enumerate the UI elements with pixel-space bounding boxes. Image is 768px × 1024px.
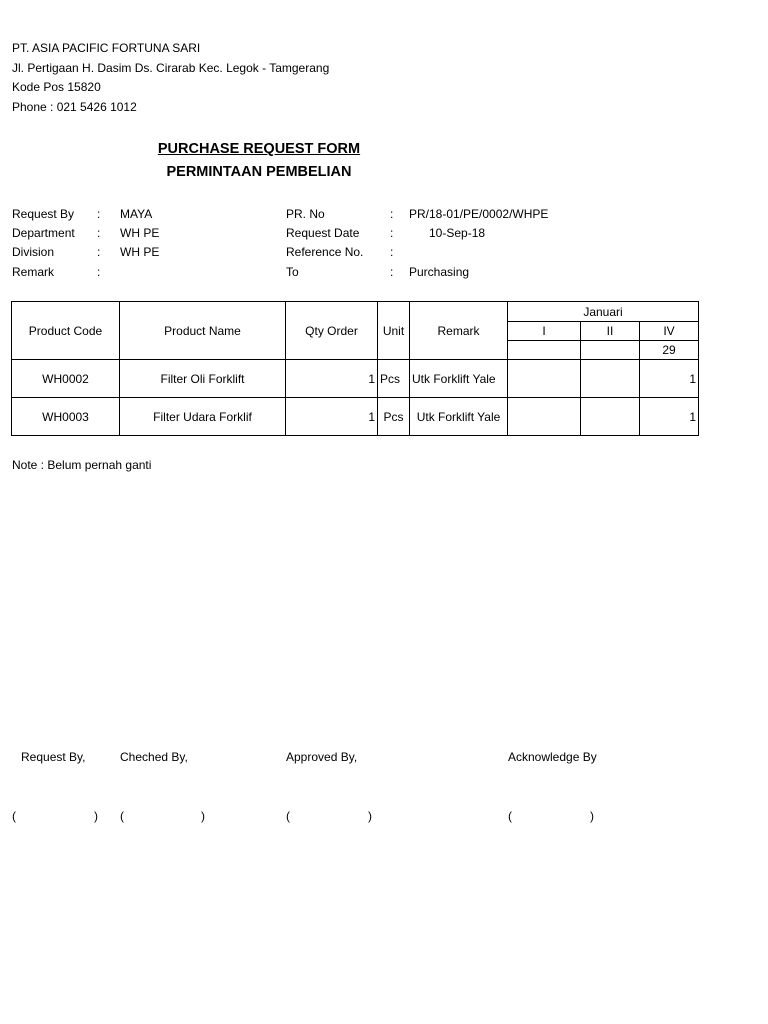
company-name: PT. ASIA PACIFIC FORTUNA SARI (12, 41, 201, 55)
table-row (12, 360, 699, 398)
signature-slot-close: ) (368, 809, 372, 823)
cell-qty-order: 1 (286, 360, 378, 398)
info-label: Request Date (286, 226, 360, 240)
cell-week-4: 1 (640, 360, 699, 398)
header-day-4: 29 (640, 341, 699, 360)
info-sep: : (97, 265, 101, 279)
header-unit: Unit (378, 302, 410, 360)
info-value: WH PE (120, 226, 160, 240)
company-phone: Phone : 021 5426 1012 (12, 99, 137, 114)
info-sep: : (97, 207, 101, 221)
info-label: Division (12, 245, 55, 259)
info-sep: : (390, 245, 394, 259)
cell-unit: Pcs (378, 398, 410, 436)
header-week-4: IV (640, 322, 699, 341)
cell-week-2 (581, 398, 640, 436)
cell-product-code: WH0003 (12, 398, 120, 436)
info-sep: : (390, 226, 394, 240)
cell-remark: Utk Forklift Yale (410, 360, 508, 398)
signature-slot-open: ( (286, 809, 290, 823)
signature-slot-open: ( (12, 809, 16, 823)
header-qty-order: Qty Order (286, 302, 378, 360)
form-title: PURCHASE REQUEST FORM (157, 141, 361, 157)
company-header (12, 39, 329, 117)
signature-slot-open: ( (508, 809, 512, 823)
table-header-row (12, 302, 699, 322)
form-subtitle: PERMINTAAN PEMBELIAN (166, 164, 352, 180)
cell-qty-order: 1 (286, 398, 378, 436)
cell-week-4: 1 (640, 398, 699, 436)
info-value: MAYA (120, 207, 153, 221)
items-table (11, 301, 699, 436)
signature-slot-close: ) (590, 809, 594, 823)
signature-slot-open: ( (120, 809, 124, 823)
header-remark: Remark (410, 302, 508, 360)
header-product-name: Product Name (120, 302, 286, 360)
info-value: Purchasing (409, 265, 470, 279)
signature-acknowledge-by: Acknowledge By (508, 750, 597, 764)
cell-week-1 (508, 398, 581, 436)
info-label: Department (12, 226, 75, 240)
header-month: Januari (508, 302, 699, 322)
cell-product-name: Filter Oli Forklift (120, 360, 286, 398)
signature-slot-close: ) (94, 809, 98, 823)
header-product-code: Product Code (12, 302, 120, 360)
info-label: To (286, 265, 299, 279)
info-sep: : (97, 226, 101, 240)
info-label: Request By (12, 207, 75, 221)
note-text: Note : Belum pernah ganti (12, 458, 152, 472)
cell-week-1 (508, 360, 581, 398)
cell-product-code: WH0002 (12, 360, 120, 398)
info-sep: : (97, 245, 101, 259)
cell-remark: Utk Forklift Yale (410, 398, 508, 436)
header-week-2: II (581, 322, 640, 341)
signature-checked-by: Cheched By, (120, 750, 188, 764)
signature-slot-close: ) (201, 809, 205, 823)
header-day-2 (581, 341, 640, 360)
info-value: PR/18-01/PE/0002/WHPE (409, 207, 549, 221)
info-label: Reference No. (286, 245, 364, 259)
company-postal-code: Kode Pos 15820 (12, 80, 101, 94)
info-sep: : (390, 265, 394, 279)
info-value: 10-Sep-18 (429, 226, 486, 240)
cell-product-name: Filter Udara Forklif (120, 398, 286, 436)
signature-request-by: Request By, (21, 750, 86, 764)
cell-week-2 (581, 360, 640, 398)
info-sep: : (390, 207, 394, 221)
table-row (12, 398, 699, 436)
signature-approved-by: Approved By, (286, 750, 358, 764)
info-label: PR. No (286, 207, 325, 221)
company-address: Jl. Pertigaan H. Dasim Ds. Cirarab Kec. Legok - Tamgerang (12, 60, 330, 75)
info-label: Remark (12, 265, 55, 279)
header-week-1: I (508, 322, 581, 341)
cell-unit: Pcs (378, 360, 410, 398)
info-value: WH PE (120, 245, 160, 259)
header-day-1 (508, 341, 581, 360)
